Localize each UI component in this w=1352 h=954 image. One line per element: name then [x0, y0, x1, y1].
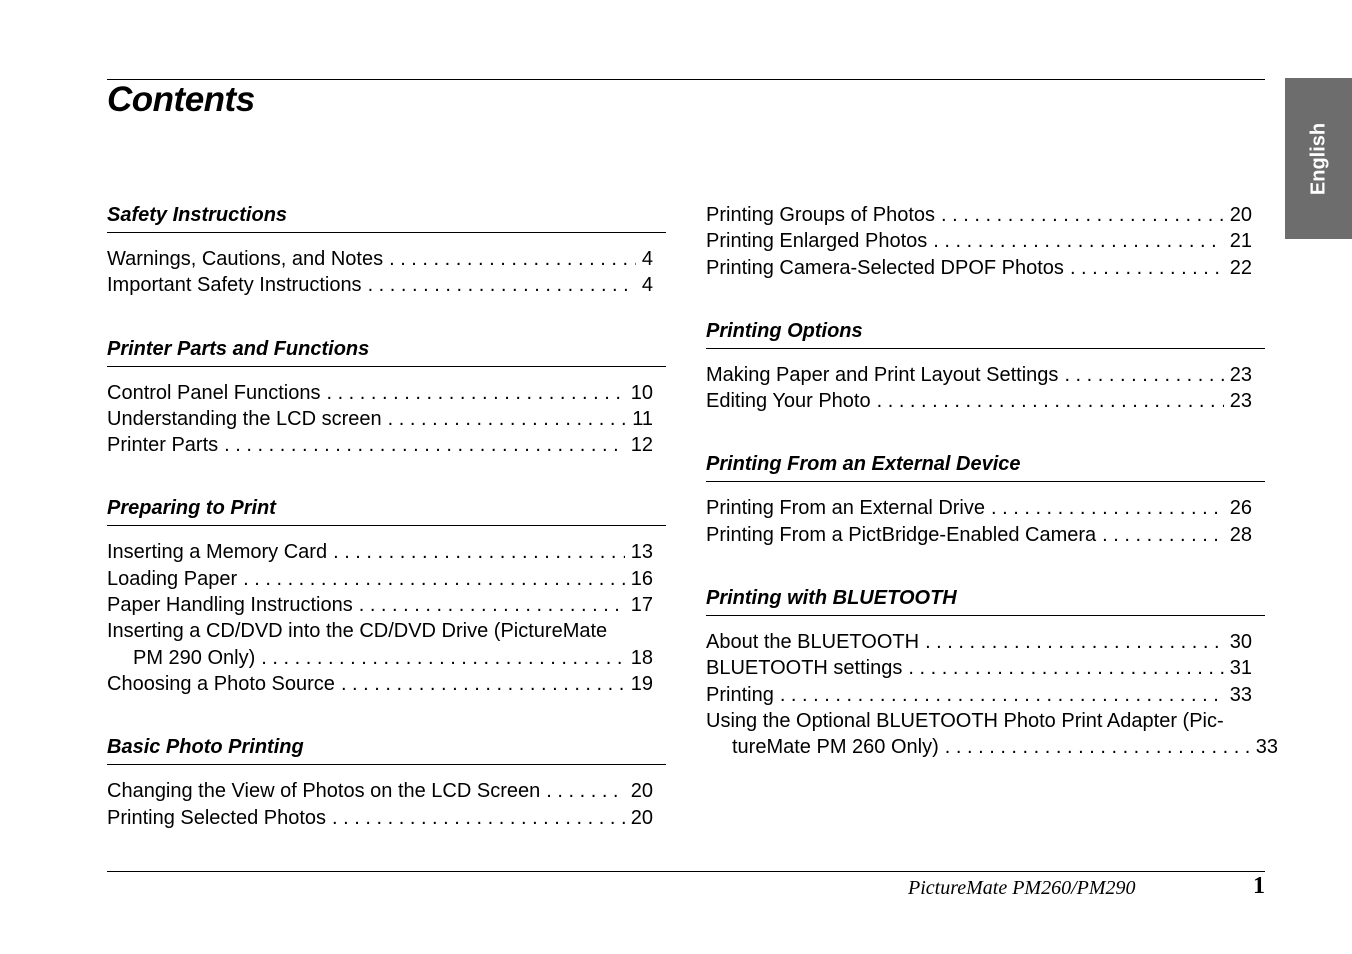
toc-page-number: 23	[1229, 390, 1252, 413]
toc-section	[706, 449, 1265, 548]
dot-leader	[780, 682, 1224, 708]
footer-product-name: PictureMate PM260/PM290	[908, 877, 1136, 899]
toc-entry-title: Paper Handling Instructions	[107, 594, 353, 617]
toc-entry-title: Printing Camera-Selected DPOF Photos	[706, 256, 1064, 279]
toc-entry-title: Choosing a Photo Source	[107, 672, 335, 695]
toc-page-number: 33	[1255, 736, 1278, 759]
toc-page-number: 28	[1229, 523, 1252, 546]
toc-page-number: 16	[630, 567, 653, 590]
toc-section-title: Printing Options	[706, 316, 1265, 349]
toc-entry-title: Printing Groups of Photos	[706, 204, 936, 226]
toc-page-number: 26	[1229, 497, 1252, 520]
toc-entry-title: Printing From a PictBridge-Enabled Camera	[706, 523, 1097, 546]
dot-leader	[925, 629, 1224, 655]
dot-leader	[877, 388, 1224, 414]
toc-page-number: 23	[1229, 363, 1252, 386]
toc-entry[interactable]	[706, 202, 1252, 228]
dot-leader	[1070, 255, 1224, 281]
toc-entry[interactable]	[107, 380, 653, 406]
toc-page-number: 30	[1229, 631, 1252, 654]
toc-entry[interactable]	[706, 255, 1252, 281]
toc-entry[interactable]	[107, 592, 653, 618]
toc-page-number: 12	[630, 434, 653, 457]
toc-page-number: 13	[630, 541, 653, 564]
page-number: 1	[1253, 873, 1265, 899]
toc-section-title: Preparing to Print	[107, 493, 666, 526]
toc-entry-title: Loading Paper	[107, 567, 238, 590]
toc-page-number: 31	[1229, 657, 1252, 680]
toc-section	[706, 316, 1265, 415]
dot-leader	[389, 246, 636, 272]
toc-continued-entries	[706, 200, 1265, 281]
toc-section	[107, 732, 666, 831]
toc-page-number: 4	[641, 274, 653, 297]
toc-section-title: Printer Parts and Functions	[107, 334, 666, 367]
toc-entry-title: Inserting a CD/DVD into the CD/DVD Drive (PictureMate	[107, 620, 608, 643]
toc-section	[107, 493, 666, 697]
toc-entry-title: BLUETOOTH settings	[706, 657, 903, 680]
toc-entry-title: Control Panel Functions	[107, 381, 321, 404]
dot-leader	[333, 539, 625, 565]
toc-section-title: Basic Photo Printing	[107, 732, 666, 765]
language-tab	[1285, 78, 1352, 239]
toc-entry[interactable]	[107, 539, 653, 565]
toc-page-number: 10	[630, 381, 653, 404]
toc-entry[interactable]	[706, 734, 1278, 760]
toc-entry-title: Using the Optional BLUETOOTH Photo Print Adapter (Pic-	[706, 709, 1224, 732]
dot-leader	[945, 734, 1250, 760]
toc-section	[107, 334, 666, 459]
toc-entry[interactable]	[706, 228, 1252, 254]
toc-entry[interactable]	[706, 522, 1252, 548]
toc-entry-continuation: PM 290 Only)	[133, 646, 256, 669]
toc-section	[706, 583, 1278, 760]
toc-page-number: 21	[1229, 230, 1252, 253]
toc-page-number: 11	[632, 407, 653, 430]
toc-entry[interactable]	[706, 495, 1252, 521]
toc-page-number: 22	[1229, 256, 1252, 279]
dot-leader	[908, 655, 1223, 681]
toc-left-column	[107, 200, 666, 866]
toc-page-number: 19	[630, 672, 653, 695]
language-tab-label: English	[1307, 122, 1329, 195]
toc-entry-title: Changing the View of Photos on the LCD Screen	[107, 780, 541, 803]
dot-leader	[261, 645, 624, 671]
toc-entry[interactable]	[107, 671, 653, 697]
toc-entry-title: Printing From an External Drive	[706, 497, 985, 520]
toc-entry[interactable]	[706, 629, 1252, 655]
toc-entry-title: Warnings, Cautions, and Notes	[107, 248, 384, 270]
dot-leader	[991, 495, 1224, 521]
toc-entry[interactable]	[706, 682, 1252, 708]
dot-leader	[359, 592, 625, 618]
toc-entry[interactable]	[706, 655, 1252, 681]
toc-entry[interactable]	[107, 246, 653, 272]
toc-page-number: 20	[630, 780, 653, 803]
toc-entry-continuation: tureMate PM 260 Only)	[732, 736, 939, 759]
toc-entry[interactable]	[107, 645, 653, 671]
page-title: Contents	[107, 80, 255, 119]
dot-leader	[941, 202, 1224, 228]
toc-entry-title: Printing	[706, 683, 774, 706]
toc-entry-title: Editing Your Photo	[706, 390, 871, 413]
toc-entry[interactable]	[107, 566, 653, 592]
toc-entry[interactable]	[706, 362, 1252, 388]
toc-entry-title: Making Paper and Print Layout Settings	[706, 363, 1059, 386]
toc-entry[interactable]	[107, 406, 653, 432]
dot-leader	[388, 406, 627, 432]
toc-entry-title: Inserting a Memory Card	[107, 541, 328, 564]
dot-leader	[546, 778, 625, 804]
toc-entry[interactable]	[107, 272, 653, 298]
toc-section	[107, 200, 666, 299]
toc-entry-title: About the BLUETOOTH	[706, 631, 920, 654]
toc-page-number: 18	[630, 646, 653, 669]
dot-leader	[368, 272, 636, 298]
dot-leader	[224, 432, 625, 458]
toc-entry[interactable]	[107, 778, 653, 804]
dot-leader	[1102, 522, 1224, 548]
toc-page-number: 33	[1229, 683, 1252, 706]
toc-section-title: Printing From an External Device	[706, 449, 1265, 482]
toc-right-column	[706, 200, 1278, 796]
toc-entry-title: Printer Parts	[107, 434, 219, 457]
toc-entry-title: Printing Enlarged Photos	[706, 230, 928, 253]
footer-rule	[107, 871, 1265, 872]
dot-leader	[332, 805, 625, 831]
toc-entry-title: Printing Selected Photos	[107, 806, 327, 829]
toc-page-number: 17	[630, 594, 653, 617]
toc-entry-title: Understanding the LCD screen	[107, 407, 382, 430]
dot-leader	[243, 566, 625, 592]
dot-leader	[1064, 362, 1223, 388]
toc-entry[interactable]	[706, 388, 1252, 414]
toc-entry[interactable]	[107, 432, 653, 458]
dot-leader	[326, 380, 624, 406]
toc-entry[interactable]	[107, 805, 653, 831]
toc-page-number: 20	[1229, 204, 1252, 226]
header-rule	[107, 79, 1265, 80]
dot-leader	[933, 228, 1224, 254]
toc-section-title: Safety Instructions	[107, 200, 666, 233]
dot-leader	[341, 671, 625, 697]
toc-page-number: 20	[630, 806, 653, 829]
toc-section-title: Printing with BLUETOOTH	[706, 583, 1265, 616]
toc-entry-title: Important Safety Instructions	[107, 274, 362, 297]
toc-page-number: 4	[641, 248, 653, 270]
